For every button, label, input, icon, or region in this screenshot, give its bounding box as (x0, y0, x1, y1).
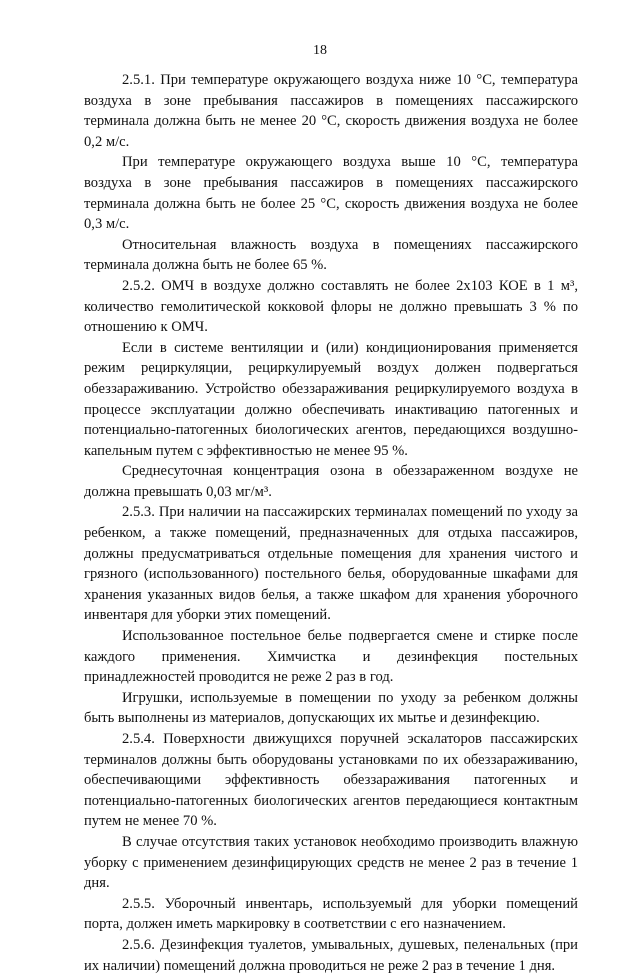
paragraph-2-5-5: 2.5.5. Уборочный инвентарь, используемый для уборки помещений порта, должен иметь маркировку в соответствии с его назначением. (84, 895, 578, 933)
page-number: 18 (313, 43, 327, 58)
paragraph-toys: Игрушки, используемые в помещении по уходу за ребенком должны быть выполнены из материалов, допускающих их мытье и дезинфекцию. (84, 689, 578, 727)
paragraph-temp-above-10: При температуре окружающего воздуха выше 10 °C, температура воздуха в зоне пребывания пассажиров в помещениях пассажирского терминала должна быть не более 25 °C, скорость движения воздуха не более 0,3 м/с. (84, 154, 578, 233)
paragraph-bed-linen: Использованное постельное белье подвергается смене и стирке после каждого применения. Химчистка и дезинфекция постельных принадлежностей проводится не реже 2 раз в год. (84, 628, 578, 686)
document-body (84, 70, 578, 976)
paragraph-ozone: Среднесуточная концентрация озона в обеззараженном воздухе не должна превышать 0,03 мг/м³. (84, 463, 578, 500)
paragraph-2-5-6: 2.5.6. Дезинфекция туалетов, умывальных, душевых, пеленальных (при их наличии) помещений должна проводиться не реже 2 раз в течение 1 дня. (84, 936, 578, 974)
paragraph-recirculation: Если в системе вентиляции и (или) кондиционирования применяется режим рециркуляции, рециркулируемый воздух должен подвергаться обеззараживанию. Устройство обеззараживания рециркулируемого воздуха в процессе эксплуатации должно обеспечивать инактивацию патогенных и потенциально-патогенных биологических агентов, передающихся воздушно-капельным путем с эффективностью не менее 95 %. (84, 339, 578, 459)
paragraph-2-5-2: 2.5.2. ОМЧ в воздухе должно составлять не более 2х103 КОЕ в 1 м³, количество гемолитической кокковой флоры не должно превышать 3 % по отношению к ОМЧ. (84, 277, 578, 336)
paragraph-2-5-1: 2.5.1. При температуре окружающего воздуха ниже 10 °C, температура воздуха в зоне пребывания пассажиров в помещениях пассажирского терминала должна быть не менее 20 °C, скорость движения воздуха не более 0,2 м/с. (84, 72, 578, 150)
paragraph-wet-cleaning: В случае отсутствия таких установок необходимо производить влажную уборку с применением дезинфицирующих средств не менее 2 раз в течение 1 дня. (84, 833, 578, 892)
paragraph-humidity: Относительная влажность воздуха в помещениях пассажирского терминала должна быть не более 65 %. (84, 236, 578, 274)
paragraph-2-5-4: 2.5.4. Поверхности движущихся поручней эскалаторов пассажирских терминалов должны быть оборудованы установками по их обеззараживанию, обеспечивающими эффективность обеззараживания патогенных и потенциально-патогенных биологических агентов передающиеся контактным путем не менее 70 %. (84, 731, 578, 830)
paragraph-2-5-3: 2.5.3. При наличии на пассажирских терминалах помещений по уходу за ребенком, а также помещений, предназначенных для отдыха пассажиров, должны предусматриваться отдельные помещения для хранения чистого и грязного (использованного) постельного белья, оборудованные шкафами для хранения указанных видов белья, а также шкафом для хранения уборочного инвентаря для уборки этих помещений. (84, 504, 578, 624)
